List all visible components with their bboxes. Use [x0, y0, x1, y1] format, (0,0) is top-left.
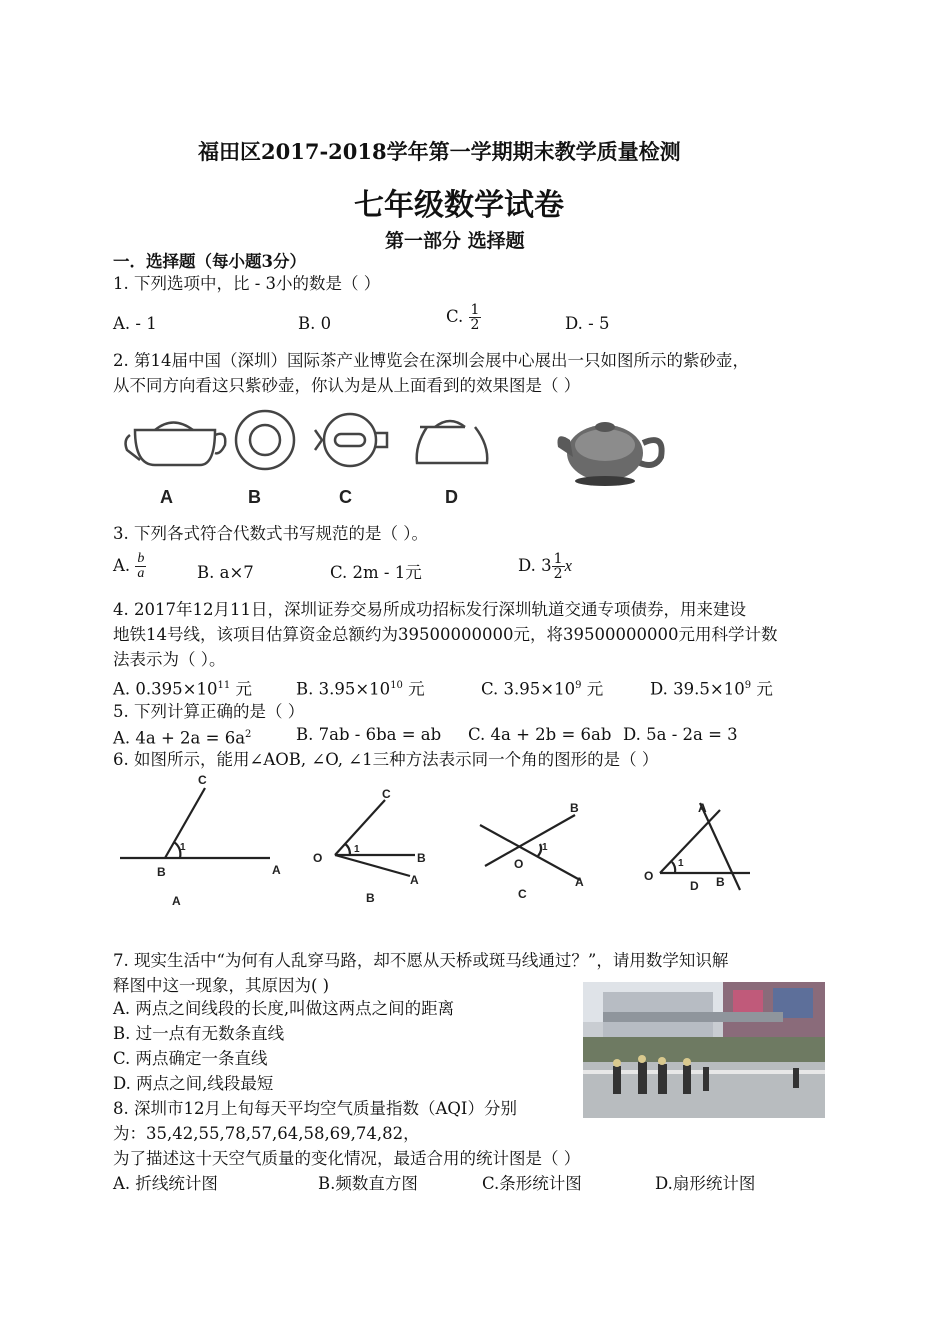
fig-a-label-a: A — [272, 863, 281, 877]
q3-d-fraction — [552, 552, 565, 581]
street-crossing-photo — [583, 982, 825, 1118]
q3-stem: 3. 下列各式符合代数式书写规范的是（ ）。 — [113, 524, 428, 543]
q7-line2: 释图中这一现象，其原因为( ) — [113, 976, 330, 995]
q5-a-exp: 2 — [245, 729, 252, 740]
exam-title: 福田区2017-2018学年第一学期期末教学质量检测 — [198, 139, 681, 164]
q4-line3: 法表示为（ ）。 — [113, 650, 226, 669]
fig-b-arc — [345, 844, 350, 855]
teapot-label-a: A — [160, 487, 173, 507]
q4-line2: 地铁14号线，该项目估算资金总额约为39500000000元，将39500000000元用科学计数 — [113, 625, 778, 644]
q7-option-c: C. 两点确定一条直线 — [113, 1049, 268, 1068]
fig-c-label-a: A — [575, 875, 584, 889]
q3-a-fraction — [135, 552, 146, 581]
fig-b-label-c: C — [382, 787, 391, 801]
fig-d-line-oa — [660, 810, 720, 873]
q3-option-d — [518, 552, 572, 581]
q4-option-a — [113, 675, 252, 701]
q4-a-unit: 元 — [230, 679, 252, 699]
teapot-view-a — [126, 423, 226, 466]
teapot-label-b: B — [248, 487, 261, 507]
q4-a-exp: 11 — [217, 680, 231, 691]
q8-line1: 8. 深圳市12月上旬每天平均空气质量指数（AQI）分别 — [113, 1099, 517, 1118]
q4-c-unit: 元 — [581, 679, 604, 699]
angle-figures — [110, 770, 770, 910]
teapot-view-d — [417, 421, 488, 463]
q2-line1: 2. 第14届中国（深圳）国际茶产业博览会在深圳会展中心展出一只如图所示的紫砂壶， — [113, 351, 749, 370]
fig-c-arc — [538, 844, 541, 856]
fig-b-caption: B — [366, 891, 375, 905]
q4-c-base: C. 3.95×10 — [481, 679, 576, 699]
q3-a-prefix: A. — [113, 556, 131, 575]
q5-a-base: A. 4a + 2a = 6a — [113, 728, 246, 748]
fig-d-label-a: A — [698, 801, 707, 815]
teapot-photo — [558, 422, 662, 486]
fig-c-line-2 — [485, 815, 575, 866]
fig-c-caption: C — [518, 887, 527, 901]
fig-d-label-b: B — [716, 875, 725, 889]
q1-option-b: B. 0 — [298, 314, 332, 333]
q4-a-base: A. 0.395×10 — [113, 679, 218, 699]
fig-a-caption: A — [172, 894, 181, 908]
q7-option-b: B. 过一点有无数条直线 — [113, 1024, 285, 1043]
q1-option-c — [446, 303, 481, 332]
q7-option-a: A. 两点之间线段的长度,叫做这两点之间的距离 — [113, 999, 455, 1018]
q4-option-c — [481, 675, 603, 701]
fig-b-line-oa — [335, 855, 410, 876]
q1-option-c-prefix: C. — [446, 307, 464, 326]
q1-c-num: 1 — [470, 302, 480, 318]
q4-c-exp: 9 — [575, 680, 582, 691]
q5-option-c: C. 4a + 2b = 6ab — [468, 725, 612, 744]
q7-option-d: D. 两点之间,线段最短 — [113, 1074, 274, 1093]
section-heading: 一．选择题（每小题3分） — [113, 252, 306, 271]
q8-line2: 为：35,42,55,78,57,64,58,69,74,82， — [113, 1124, 420, 1143]
teapot-view-b — [236, 411, 294, 469]
teapot-label-c: C — [339, 487, 352, 507]
teapot-label-d: D — [445, 487, 458, 507]
q3-a-num: b — [137, 551, 145, 566]
fig-b-label-1: 1 — [354, 844, 360, 855]
fig-b-label-a: A — [410, 873, 419, 887]
q6-stem: 6. 如图所示，能用∠AOB, ∠O, ∠1三种方法表示同一个角的图形的是（ ） — [113, 750, 659, 769]
q2-line2: 从不同方向看这只紫砂壶，你认为是从上面看到的效果图是（ ） — [113, 376, 581, 395]
q3-d-prefix: D. 3 — [518, 556, 552, 575]
fig-d-arc — [672, 862, 675, 873]
q3-d-num: 1 — [553, 551, 563, 567]
teapot-view-c — [315, 414, 387, 466]
fig-d-label-1: 1 — [678, 858, 684, 869]
part-heading: 第一部分 选择题 — [385, 230, 525, 252]
q4-d-unit: 元 — [751, 679, 773, 699]
q1-option-d: D. - 5 — [565, 314, 610, 333]
q8-option-b: B.频数直方图 — [318, 1174, 418, 1193]
q8-line3: 为了描述这十天空气质量的变化情况，最适合用的统计图是（ ） — [113, 1149, 581, 1168]
fig-b-label-b: B — [417, 851, 426, 865]
q4-d-exp: 9 — [744, 680, 752, 691]
q8-option-a: A. 折线统计图 — [113, 1174, 218, 1193]
q3-d-suffix: x — [564, 556, 572, 575]
q4-option-b — [296, 675, 425, 701]
q4-b-unit: 元 — [402, 679, 425, 699]
fig-c-label-b: B — [570, 801, 579, 815]
q5-option-b: B. 7ab - 6ba = ab — [296, 725, 442, 744]
q1-c-den: 2 — [470, 317, 480, 333]
q3-option-a — [113, 552, 146, 581]
q3-d-den: 2 — [553, 566, 563, 582]
fig-b-line-oc — [335, 800, 385, 855]
teapot-views-figure — [115, 405, 695, 510]
q3-option-b: B. a×7 — [197, 563, 254, 582]
fig-c-label-o: O — [514, 857, 524, 871]
q1-option-c-fraction — [469, 303, 482, 332]
fig-c-label-1: 1 — [542, 842, 548, 853]
q4-b-base: B. 3.95×10 — [296, 679, 391, 699]
fig-b-label-o: O — [313, 851, 323, 865]
q8-option-d: D.扇形统计图 — [655, 1174, 756, 1193]
q4-option-d — [650, 675, 773, 701]
q1-stem: 1. 下列选项中，比 - 3小的数是（ ） — [113, 274, 381, 293]
q3-option-c: C. 2m - 1元 — [330, 563, 422, 582]
q4-line1: 4. 2017年12月11日，深圳证券交易所成功招标发行深圳轨道交通专项债券，用来建设 — [113, 600, 746, 619]
fig-a-label-1: 1 — [180, 842, 186, 853]
q8-option-c: C.条形统计图 — [482, 1174, 582, 1193]
q5-option-a — [113, 724, 251, 750]
q4-b-exp: 10 — [390, 680, 403, 691]
exam-subtitle: 七年级数学试卷 — [354, 188, 564, 223]
fig-d-label-o: O — [644, 869, 654, 883]
fig-d-label-d: D — [690, 879, 699, 893]
fig-a-label-c: C — [198, 773, 207, 787]
fig-a-label-b: B — [157, 865, 166, 879]
fig-c-line-1 — [480, 825, 580, 880]
q4-d-base: D. 39.5×10 — [650, 679, 745, 699]
q3-a-den: a — [137, 566, 145, 581]
q5-option-d: D. 5a - 2a = 3 — [623, 725, 738, 744]
q5-stem: 5. 下列计算正确的是（ ） — [113, 702, 305, 721]
q7-line1: 7. 现实生活中“为何有人乱穿马路，却不愿从天桥或斑马线通过？”，请用数学知识解 — [113, 951, 729, 970]
q1-option-a: A. - 1 — [113, 314, 157, 333]
